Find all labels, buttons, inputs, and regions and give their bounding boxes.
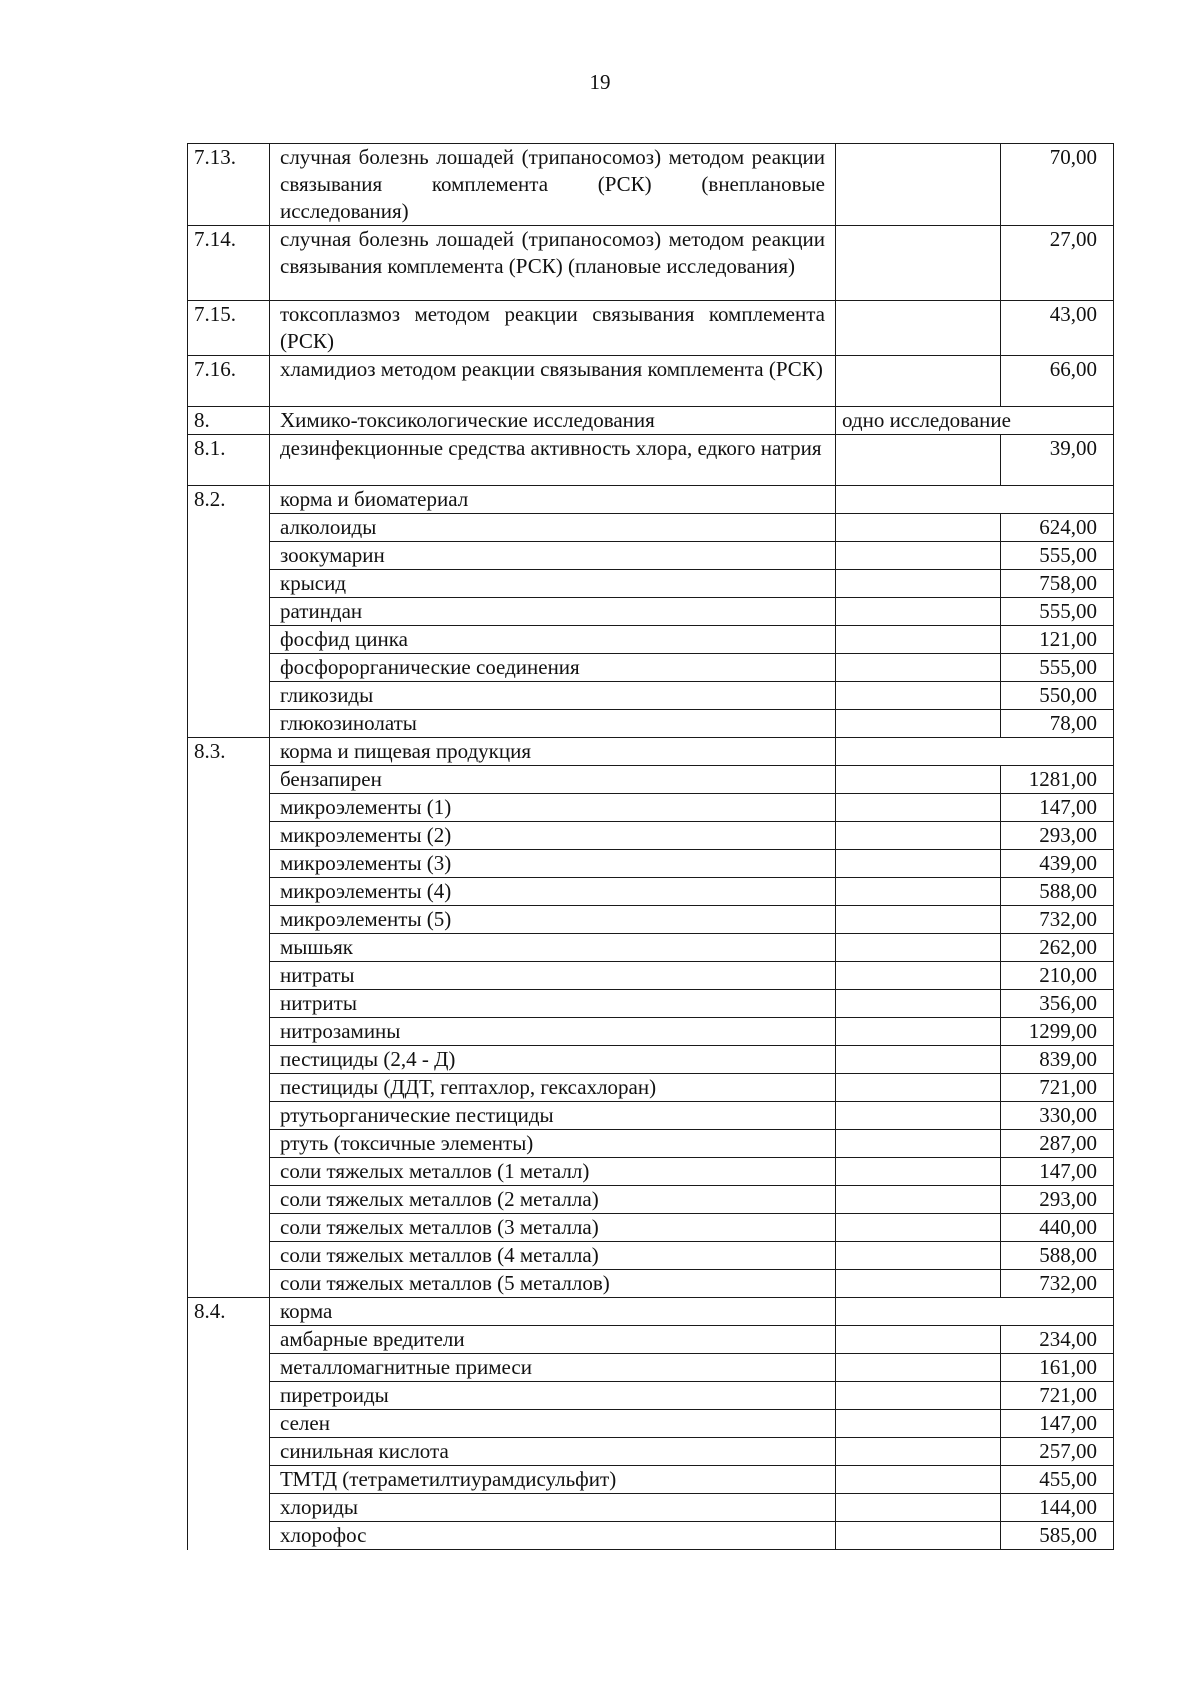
row-unit	[836, 356, 1001, 407]
item-description: пестициды (ДДТ, гептахлор, гексахлоран)	[270, 1074, 836, 1102]
item-unit	[836, 654, 1001, 682]
group-header-blank	[836, 1298, 1114, 1326]
item-unit	[836, 1074, 1001, 1102]
table-row	[188, 1130, 1114, 1158]
table-row	[188, 514, 1114, 542]
item-price: 624,00	[1001, 514, 1114, 542]
item-price: 585,00	[1001, 1522, 1114, 1550]
table-row	[188, 407, 1114, 435]
item-description: микроэлементы (1)	[270, 794, 836, 822]
table-row	[188, 1158, 1114, 1186]
item-unit	[836, 1214, 1001, 1242]
table-row	[188, 878, 1114, 906]
table-row	[188, 626, 1114, 654]
item-description: соли тяжелых металлов (4 металла)	[270, 1242, 836, 1270]
price-table	[187, 143, 1114, 1550]
row-unit	[836, 301, 1001, 356]
item-price: 555,00	[1001, 654, 1114, 682]
item-description: крысид	[270, 570, 836, 598]
item-unit	[836, 1466, 1001, 1494]
table-row	[188, 1046, 1114, 1074]
item-description: хлорофос	[270, 1522, 836, 1550]
item-description: ртуть (токсичные элементы)	[270, 1130, 836, 1158]
row-unit: одно исследование	[836, 407, 1114, 435]
item-unit	[836, 934, 1001, 962]
item-unit	[836, 1018, 1001, 1046]
item-description: микроэлементы (2)	[270, 822, 836, 850]
item-unit	[836, 962, 1001, 990]
item-description: мышьяк	[270, 934, 836, 962]
item-price: 455,00	[1001, 1466, 1114, 1494]
item-unit	[836, 878, 1001, 906]
row-price: 70,00	[1001, 144, 1114, 226]
row-description: случная болезнь лошадей (трипаносомоз) методом реакции связывания комплемента (РСК) (плановые исследования)	[270, 226, 836, 301]
row-unit	[836, 226, 1001, 301]
item-description: пиретроиды	[270, 1382, 836, 1410]
row-price: 27,00	[1001, 226, 1114, 301]
item-description: нитриты	[270, 990, 836, 1018]
item-description: соли тяжелых металлов (1 металл)	[270, 1158, 836, 1186]
item-description: соли тяжелых металлов (2 металла)	[270, 1186, 836, 1214]
item-price: 440,00	[1001, 1214, 1114, 1242]
item-description: гликозиды	[270, 682, 836, 710]
item-description: металломагнитные примеси	[270, 1354, 836, 1382]
item-description: хлориды	[270, 1494, 836, 1522]
item-unit	[836, 794, 1001, 822]
item-unit	[836, 542, 1001, 570]
item-description: микроэлементы (4)	[270, 878, 836, 906]
row-price: 66,00	[1001, 356, 1114, 407]
group-header-blank	[836, 738, 1114, 766]
table-row	[188, 542, 1114, 570]
item-description: зоокумарин	[270, 542, 836, 570]
item-price: 555,00	[1001, 598, 1114, 626]
table-row	[188, 1410, 1114, 1438]
table-row	[188, 356, 1114, 407]
group-title: корма	[270, 1298, 836, 1326]
item-description: микроэлементы (3)	[270, 850, 836, 878]
table-row	[188, 1522, 1114, 1550]
item-description: глюкозинолаты	[270, 710, 836, 738]
group-header-blank	[836, 486, 1114, 514]
item-unit	[836, 1382, 1001, 1410]
table-row	[188, 598, 1114, 626]
item-description: селен	[270, 1410, 836, 1438]
item-price: 234,00	[1001, 1326, 1114, 1354]
item-description: ратиндан	[270, 598, 836, 626]
item-description: пестициды (2,4 - Д)	[270, 1046, 836, 1074]
item-price: 588,00	[1001, 878, 1114, 906]
table-row	[188, 1214, 1114, 1242]
item-description: фосфорорганические соединения	[270, 654, 836, 682]
item-price: 121,00	[1001, 626, 1114, 654]
group-header-row	[188, 738, 1114, 766]
row-number: 8.1.	[188, 435, 270, 486]
item-price: 293,00	[1001, 822, 1114, 850]
item-price: 555,00	[1001, 542, 1114, 570]
group-header-row	[188, 1298, 1114, 1326]
item-unit	[836, 1102, 1001, 1130]
row-number: 7.15.	[188, 301, 270, 356]
table-row	[188, 1074, 1114, 1102]
table-row	[188, 1494, 1114, 1522]
item-price: 293,00	[1001, 1186, 1114, 1214]
item-unit	[836, 1410, 1001, 1438]
table-row	[188, 1186, 1114, 1214]
item-description: соли тяжелых металлов (5 металлов)	[270, 1270, 836, 1298]
table-row	[188, 1018, 1114, 1046]
item-description: алколоиды	[270, 514, 836, 542]
item-unit	[836, 626, 1001, 654]
row-description: дезинфекционные средства активность хлора, едкого натрия	[270, 435, 836, 486]
table-row	[188, 1270, 1114, 1298]
item-unit	[836, 1130, 1001, 1158]
item-unit	[836, 682, 1001, 710]
table-row	[188, 144, 1114, 226]
price-table-body	[188, 144, 1114, 1550]
group-number: 8.3.	[188, 738, 270, 1298]
item-description: амбарные вредители	[270, 1326, 836, 1354]
row-number: 7.13.	[188, 144, 270, 226]
table-row	[188, 682, 1114, 710]
item-price: 721,00	[1001, 1382, 1114, 1410]
item-price: 257,00	[1001, 1438, 1114, 1466]
row-unit	[836, 435, 1001, 486]
item-unit	[836, 822, 1001, 850]
item-unit	[836, 906, 1001, 934]
item-unit	[836, 1438, 1001, 1466]
item-price: 588,00	[1001, 1242, 1114, 1270]
table-row	[188, 435, 1114, 486]
item-unit	[836, 598, 1001, 626]
table-row	[188, 1466, 1114, 1494]
table-row	[188, 570, 1114, 598]
table-row	[188, 766, 1114, 794]
table-row	[188, 794, 1114, 822]
table-row	[188, 1102, 1114, 1130]
item-unit	[836, 1354, 1001, 1382]
table-row	[188, 1242, 1114, 1270]
item-description: микроэлементы (5)	[270, 906, 836, 934]
group-number: 8.2.	[188, 486, 270, 738]
item-price: 721,00	[1001, 1074, 1114, 1102]
item-price: 732,00	[1001, 1270, 1114, 1298]
item-price: 147,00	[1001, 1158, 1114, 1186]
item-unit	[836, 1158, 1001, 1186]
item-unit	[836, 570, 1001, 598]
table-row	[188, 1382, 1114, 1410]
item-unit	[836, 1242, 1001, 1270]
item-price: 1281,00	[1001, 766, 1114, 794]
table-row	[188, 906, 1114, 934]
item-description: фосфид цинка	[270, 626, 836, 654]
row-number: 7.16.	[188, 356, 270, 407]
item-price: 758,00	[1001, 570, 1114, 598]
row-number: 7.14.	[188, 226, 270, 301]
item-price: 356,00	[1001, 990, 1114, 1018]
group-title: корма и биоматериал	[270, 486, 836, 514]
item-unit	[836, 1270, 1001, 1298]
row-description: случная болезнь лошадей (трипаносомоз) методом реакции связывания комплемента (РСК) (внеплановые исследования)	[270, 144, 836, 226]
item-price: 287,00	[1001, 1130, 1114, 1158]
item-price: 210,00	[1001, 962, 1114, 990]
item-price: 550,00	[1001, 682, 1114, 710]
row-unit	[836, 144, 1001, 226]
item-price: 1299,00	[1001, 1018, 1114, 1046]
group-header-row	[188, 486, 1114, 514]
item-description: нитраты	[270, 962, 836, 990]
item-price: 147,00	[1001, 794, 1114, 822]
table-row	[188, 1438, 1114, 1466]
row-description: Химико-токсикологические исследования	[270, 407, 836, 435]
item-price: 78,00	[1001, 710, 1114, 738]
page-number: 19	[589, 70, 611, 94]
table-row	[188, 934, 1114, 962]
item-price: 330,00	[1001, 1102, 1114, 1130]
item-description: ртутьорганические пестициды	[270, 1102, 836, 1130]
item-description: соли тяжелых металлов (3 металла)	[270, 1214, 836, 1242]
item-unit	[836, 1046, 1001, 1074]
item-price: 439,00	[1001, 850, 1114, 878]
row-number: 8.	[188, 407, 270, 435]
item-unit	[836, 1186, 1001, 1214]
item-price: 839,00	[1001, 1046, 1114, 1074]
item-price: 161,00	[1001, 1354, 1114, 1382]
table-row	[188, 962, 1114, 990]
row-description: токсоплазмоз методом реакции связывания комплемента (РСК)	[270, 301, 836, 356]
item-unit	[836, 710, 1001, 738]
table-row	[188, 654, 1114, 682]
item-unit	[836, 514, 1001, 542]
row-price: 39,00	[1001, 435, 1114, 486]
row-price: 43,00	[1001, 301, 1114, 356]
item-description: ТМТД (тетраметилтиурамдисульфит)	[270, 1466, 836, 1494]
table-row	[188, 226, 1114, 301]
item-unit	[836, 990, 1001, 1018]
item-unit	[836, 850, 1001, 878]
item-price: 147,00	[1001, 1410, 1114, 1438]
row-description: хламидиоз методом реакции связывания комплемента (РСК)	[270, 356, 836, 407]
table-row	[188, 301, 1114, 356]
group-title: корма и пищевая продукция	[270, 738, 836, 766]
item-price: 262,00	[1001, 934, 1114, 962]
item-description: бензапирен	[270, 766, 836, 794]
item-unit	[836, 1522, 1001, 1550]
item-unit	[836, 766, 1001, 794]
table-row	[188, 710, 1114, 738]
item-description: нитрозамины	[270, 1018, 836, 1046]
group-number: 8.4.	[188, 1298, 270, 1550]
table-row	[188, 822, 1114, 850]
table-row	[188, 850, 1114, 878]
item-description: синильная кислота	[270, 1438, 836, 1466]
item-unit	[836, 1326, 1001, 1354]
table-row	[188, 1354, 1114, 1382]
table-row	[188, 1326, 1114, 1354]
table-row	[188, 990, 1114, 1018]
item-price: 144,00	[1001, 1494, 1114, 1522]
item-price: 732,00	[1001, 906, 1114, 934]
item-unit	[836, 1494, 1001, 1522]
